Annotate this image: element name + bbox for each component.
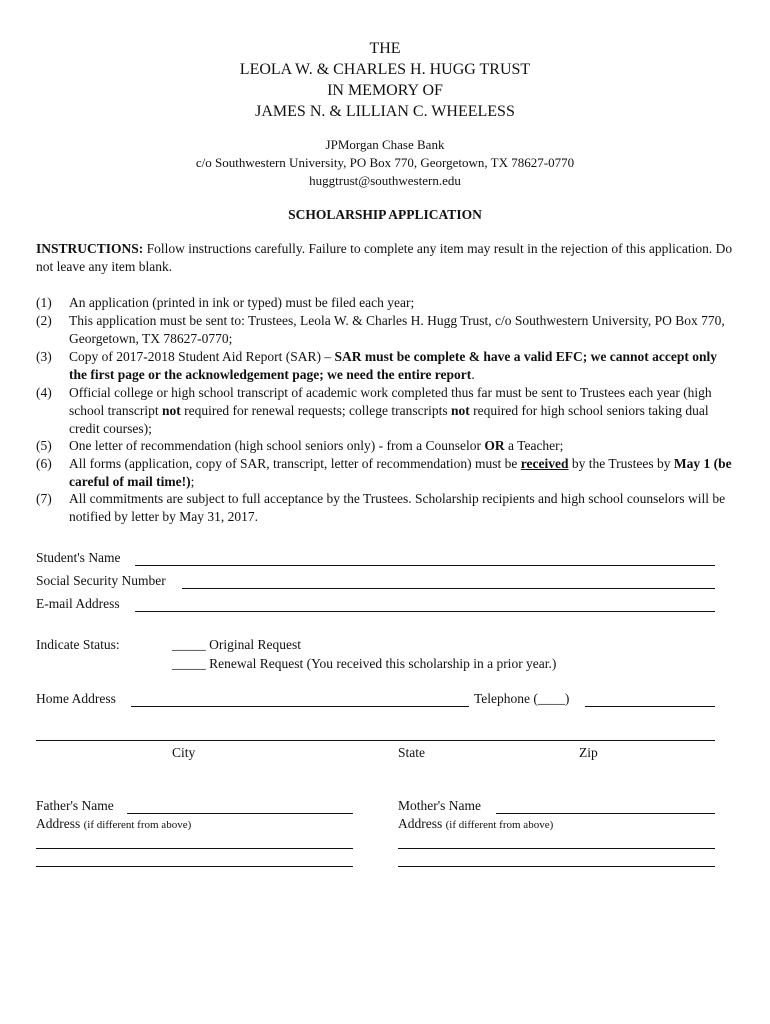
ssn-label: Social Security Number bbox=[36, 573, 166, 588]
list-item bbox=[36, 384, 736, 438]
item-number: (3) bbox=[36, 349, 52, 364]
home-address-label: Home Address bbox=[36, 691, 116, 706]
address-label-text: Address bbox=[398, 816, 443, 831]
item-text-part: a Teacher; bbox=[504, 438, 564, 453]
item-text-part: . bbox=[471, 367, 475, 382]
trust-header bbox=[0, 38, 770, 122]
if-different-note: (if different from above) bbox=[445, 819, 554, 831]
city-label: City bbox=[172, 745, 196, 760]
emphasis-or: OR bbox=[484, 438, 505, 453]
mothers-address-label bbox=[398, 815, 553, 834]
fathers-address-line-1[interactable] bbox=[36, 848, 353, 849]
original-request-blank[interactable]: _____ bbox=[172, 637, 206, 652]
item-number: (4) bbox=[36, 385, 52, 400]
sar-requirement: SAR must be complete & have a valid EFC; we cannot accept only the first page or the acknowledgement page; we need the entire report bbox=[69, 349, 717, 382]
original-request-option[interactable] bbox=[172, 636, 301, 654]
list-item bbox=[36, 348, 736, 384]
item-text bbox=[69, 384, 736, 438]
header-line-4: JAMES N. & LILLIAN C. WHEELESS bbox=[255, 103, 515, 120]
header-line-3: IN MEMORY OF bbox=[327, 82, 443, 99]
item-text: This application must be sent to: Trustees, Leola W. & Charles H. Hugg Trust, c/o Southwestern University, PO Box 770, Georgetown, TX 78627-0770; bbox=[69, 313, 725, 346]
list-item bbox=[36, 312, 736, 348]
ssn-field[interactable] bbox=[182, 588, 715, 589]
item-text: An application (printed in ink or typed) must be filed each year; bbox=[69, 295, 415, 310]
emphasis-not: not bbox=[161, 403, 181, 418]
page-title: SCHOLARSHIP APPLICATION bbox=[288, 207, 482, 222]
bank-name: JPMorgan Chase Bank bbox=[325, 137, 445, 152]
city-state-zip-field[interactable] bbox=[36, 740, 715, 741]
item-text bbox=[69, 348, 736, 384]
email-label: E-mail Address bbox=[36, 596, 120, 611]
header-line-1: THE bbox=[369, 40, 401, 57]
fathers-address-label bbox=[36, 815, 191, 834]
item-text-part: All forms (application, copy of SAR, transcript, letter of recommendation) must be bbox=[69, 456, 521, 471]
home-address-field[interactable] bbox=[131, 706, 469, 707]
contact-email: huggtrust@southwestern.edu bbox=[309, 173, 461, 188]
item-text-part: Copy of 2017-2018 Student Aid Report (SAR) – bbox=[69, 349, 335, 364]
mothers-name-field[interactable] bbox=[496, 813, 715, 814]
original-request-label: Original Request bbox=[209, 637, 301, 652]
list-item bbox=[36, 437, 736, 455]
fathers-name-field[interactable] bbox=[127, 813, 353, 814]
emphasis-received: received bbox=[520, 456, 569, 471]
address-label-text: Address bbox=[36, 816, 81, 831]
fathers-name-label: Father's Name bbox=[36, 798, 114, 813]
item-text-part: required for renewal requests; college transcripts bbox=[180, 403, 452, 418]
item-number: (7) bbox=[36, 491, 52, 506]
item-text-part: ; bbox=[190, 474, 195, 489]
item-text bbox=[69, 437, 736, 455]
fathers-address-line-2[interactable] bbox=[36, 866, 353, 867]
deadline: May 1 (be careful of mail time!) bbox=[69, 456, 732, 489]
item-text bbox=[69, 455, 736, 491]
list-item bbox=[36, 294, 736, 312]
bank-address: c/o Southwestern University, PO Box 770, Georgetown, TX 78627-0770 bbox=[195, 155, 575, 170]
item-text-part: required for high school seniors taking dual credit courses); bbox=[69, 403, 709, 436]
renewal-request-option[interactable] bbox=[172, 655, 556, 673]
instructions-text: Follow instructions carefully. Failure to complete any item may result in the rejection of this application. Do not leave any item blank. bbox=[36, 241, 733, 274]
if-different-note: (if different from above) bbox=[83, 819, 192, 831]
item-number: (5) bbox=[36, 438, 52, 453]
zip-label: Zip bbox=[579, 745, 598, 760]
item-text-part: Official college or high school transcript of academic work completed thus far must be sent to Trustees each year (high school transcript bbox=[69, 385, 712, 418]
item-number: (2) bbox=[36, 313, 52, 328]
list-item bbox=[36, 455, 736, 491]
indicate-status-label: Indicate Status: bbox=[36, 637, 120, 652]
renewal-request-blank[interactable]: _____ bbox=[172, 656, 206, 671]
mothers-name-label: Mother's Name bbox=[398, 798, 482, 813]
instructions bbox=[36, 240, 736, 276]
item-number: (1) bbox=[36, 295, 52, 310]
mothers-address-line-2[interactable] bbox=[398, 866, 715, 867]
instructions-label: INSTRUCTIONS: bbox=[36, 241, 144, 256]
renewal-request-label: Renewal Request (You received this scholarship in a prior year.) bbox=[209, 656, 557, 671]
item-number: (6) bbox=[36, 456, 52, 471]
telephone-field[interactable] bbox=[585, 706, 715, 707]
item-text: All commitments are subject to full acceptance by the Trustees. Scholarship recipients and high school counselors will be notified by letter by May 31, 2017. bbox=[69, 491, 726, 524]
telephone-label: Telephone (____) bbox=[474, 691, 570, 706]
mothers-address-line-1[interactable] bbox=[398, 848, 715, 849]
emphasis-not: not bbox=[451, 403, 470, 418]
list-item bbox=[36, 490, 736, 526]
item-text-part: by the Trustees by bbox=[568, 456, 674, 471]
contact-block bbox=[0, 136, 770, 190]
state-label: State bbox=[398, 745, 425, 760]
student-name-field[interactable] bbox=[135, 565, 715, 566]
item-text-part: One letter of recommendation (high school seniors only) - from a Counselor bbox=[69, 438, 485, 453]
student-name-label: Student's Name bbox=[36, 550, 121, 565]
header-line-2: LEOLA W. & CHARLES H. HUGG TRUST bbox=[239, 61, 531, 78]
email-field[interactable] bbox=[135, 611, 715, 612]
